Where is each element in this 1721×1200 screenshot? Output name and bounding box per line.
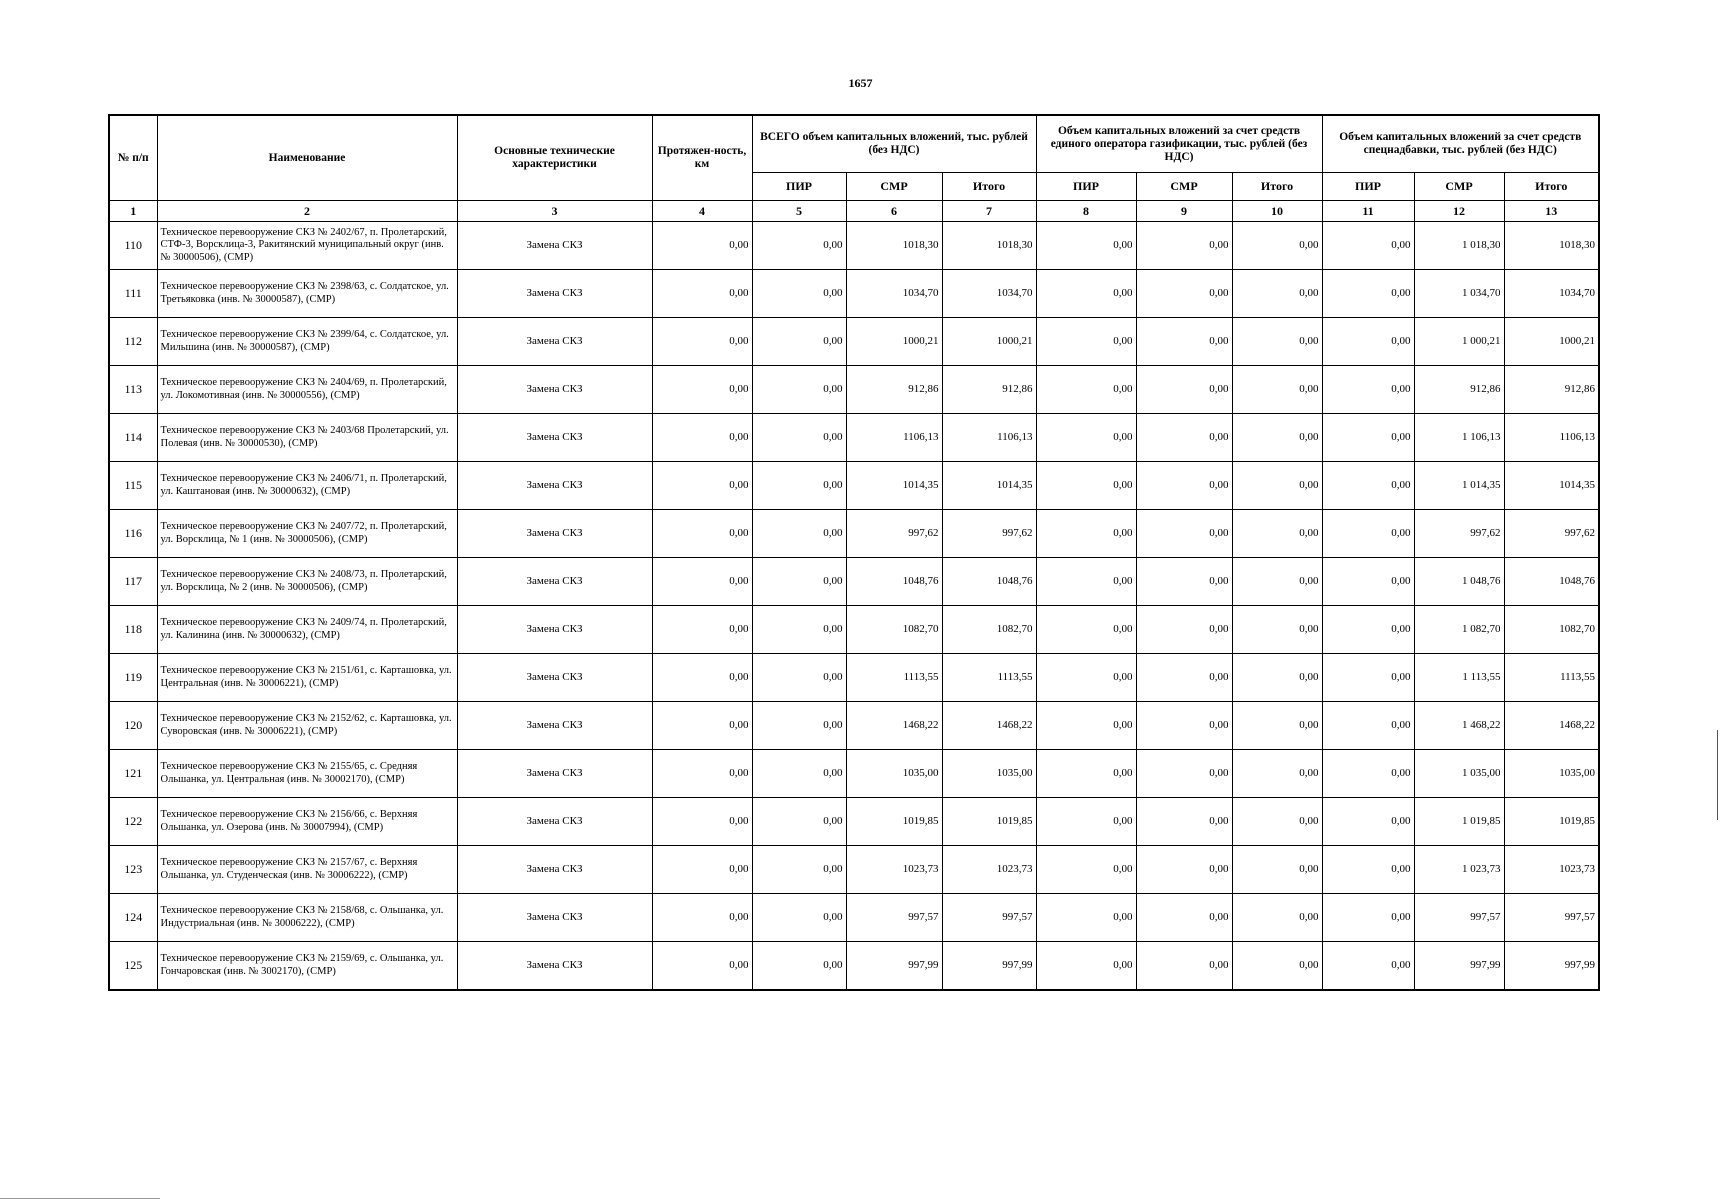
row-name: Техническое перевооружение СКЗ № 2151/61, с. Карташовка, ул. Центральная (инв. № 30006221), (СМР): [157, 654, 457, 702]
column-number: 12: [1414, 201, 1504, 222]
row-special-pir: 0,00: [1322, 798, 1414, 846]
table-row: [109, 270, 1599, 318]
table-row: [109, 414, 1599, 462]
row-operator-smr: 0,00: [1136, 942, 1232, 991]
row-total-smr: 1018,30: [846, 222, 942, 270]
table-row: [109, 366, 1599, 414]
header-smr: СМР: [1414, 173, 1504, 201]
row-special-smr: 1 018,30: [1414, 222, 1504, 270]
row-total-smr: 1048,76: [846, 558, 942, 606]
row-operator-smr: 0,00: [1136, 558, 1232, 606]
row-total-itogo: 997,62: [942, 510, 1036, 558]
row-tech: Замена СКЗ: [457, 606, 652, 654]
row-total-itogo: 1106,13: [942, 414, 1036, 462]
column-number: 2: [157, 201, 457, 222]
row-operator-pir: 0,00: [1036, 798, 1136, 846]
row-total-smr: 1035,00: [846, 750, 942, 798]
row-number: 117: [109, 558, 157, 606]
row-special-smr: 1 035,00: [1414, 750, 1504, 798]
row-special-pir: 0,00: [1322, 942, 1414, 991]
row-total-pir: 0,00: [752, 414, 846, 462]
header-itogo: Итого: [1232, 173, 1322, 201]
row-operator-smr: 0,00: [1136, 462, 1232, 510]
row-special-smr: 1 023,73: [1414, 846, 1504, 894]
header-group-total: ВСЕГО объем капитальных вложений, тыс. рублей (без НДС): [752, 115, 1036, 173]
row-operator-smr: 0,00: [1136, 702, 1232, 750]
row-operator-smr: 0,00: [1136, 894, 1232, 942]
row-special-pir: 0,00: [1322, 558, 1414, 606]
row-length: 0,00: [652, 702, 752, 750]
row-name: Техническое перевооружение СКЗ № 2155/65, с. Средняя Ольшанка, ул. Центральная (инв. № 30002170), (СМР): [157, 750, 457, 798]
row-operator-itogo: 0,00: [1232, 846, 1322, 894]
row-total-smr: 1023,73: [846, 846, 942, 894]
row-operator-itogo: 0,00: [1232, 414, 1322, 462]
header-pir: ПИР: [1036, 173, 1136, 201]
row-operator-itogo: 0,00: [1232, 510, 1322, 558]
row-operator-itogo: 0,00: [1232, 462, 1322, 510]
column-number: 1: [109, 201, 157, 222]
row-operator-pir: 0,00: [1036, 654, 1136, 702]
row-number: 111: [109, 270, 157, 318]
row-length: 0,00: [652, 750, 752, 798]
column-number: 11: [1322, 201, 1414, 222]
row-special-pir: 0,00: [1322, 318, 1414, 366]
row-operator-itogo: 0,00: [1232, 606, 1322, 654]
row-name: Техническое перевооружение СКЗ № 2158/68, с. Ольшанка, ул. Индустриальная (инв. № 30006222), (СМР): [157, 894, 457, 942]
row-special-itogo: 1113,55: [1504, 654, 1599, 702]
row-name: Техническое перевооружение СКЗ № 2399/64, с. Солдатское, ул. Мильшина (инв. № 30000587), (СМР): [157, 318, 457, 366]
row-number: 120: [109, 702, 157, 750]
row-total-pir: 0,00: [752, 462, 846, 510]
row-special-smr: 912,86: [1414, 366, 1504, 414]
table-row: [109, 462, 1599, 510]
row-total-itogo: 912,86: [942, 366, 1036, 414]
row-name: Техническое перевооружение СКЗ № 2406/71, п. Пролетарский, ул. Каштановая (инв. № 30000632), (СМР): [157, 462, 457, 510]
row-total-pir: 0,00: [752, 894, 846, 942]
row-total-pir: 0,00: [752, 750, 846, 798]
header-name: Наименование: [157, 115, 457, 201]
header-length: Протяжен-ность, км: [652, 115, 752, 201]
row-total-smr: 1082,70: [846, 606, 942, 654]
header-group-operator: Объем капитальных вложений за счет средств единого оператора газификации, тыс. рублей (без НДС): [1036, 115, 1322, 173]
row-operator-itogo: 0,00: [1232, 366, 1322, 414]
row-special-itogo: 1034,70: [1504, 270, 1599, 318]
row-special-pir: 0,00: [1322, 702, 1414, 750]
row-total-itogo: 1014,35: [942, 462, 1036, 510]
row-operator-smr: 0,00: [1136, 606, 1232, 654]
row-length: 0,00: [652, 558, 752, 606]
row-length: 0,00: [652, 894, 752, 942]
table-row: [109, 798, 1599, 846]
row-special-smr: 1 048,76: [1414, 558, 1504, 606]
row-operator-pir: 0,00: [1036, 414, 1136, 462]
row-special-pir: 0,00: [1322, 270, 1414, 318]
row-tech: Замена СКЗ: [457, 894, 652, 942]
table-row: [109, 702, 1599, 750]
row-number: 110: [109, 222, 157, 270]
row-operator-pir: 0,00: [1036, 462, 1136, 510]
scan-edge-mark: [1717, 730, 1718, 820]
row-name: Техническое перевооружение СКЗ № 2407/72, п. Пролетарский, ул. Ворсклица, № 1 (инв. № 30000506), (СМР): [157, 510, 457, 558]
row-tech: Замена СКЗ: [457, 318, 652, 366]
row-special-pir: 0,00: [1322, 606, 1414, 654]
row-special-itogo: 1048,76: [1504, 558, 1599, 606]
column-number-row: [109, 201, 1599, 222]
table-row: [109, 606, 1599, 654]
row-total-smr: 997,99: [846, 942, 942, 991]
scan-artifact-line: [0, 1198, 160, 1199]
row-operator-smr: 0,00: [1136, 222, 1232, 270]
row-special-pir: 0,00: [1322, 750, 1414, 798]
row-tech: Замена СКЗ: [457, 654, 652, 702]
table-row: [109, 942, 1599, 991]
row-total-pir: 0,00: [752, 366, 846, 414]
row-special-smr: 997,62: [1414, 510, 1504, 558]
column-number: 4: [652, 201, 752, 222]
row-number: 115: [109, 462, 157, 510]
row-length: 0,00: [652, 462, 752, 510]
header-pir: ПИР: [1322, 173, 1414, 201]
table-row: [109, 222, 1599, 270]
row-tech: Замена СКЗ: [457, 366, 652, 414]
row-operator-itogo: 0,00: [1232, 798, 1322, 846]
header-itogo: Итого: [942, 173, 1036, 201]
table-row: [109, 894, 1599, 942]
row-special-smr: 1 014,35: [1414, 462, 1504, 510]
row-operator-smr: 0,00: [1136, 846, 1232, 894]
row-total-pir: 0,00: [752, 654, 846, 702]
row-name: Техническое перевооружение СКЗ № 2398/63, с. Солдатское, ул. Третьяковка (инв. № 30000587), (СМР): [157, 270, 457, 318]
row-total-pir: 0,00: [752, 270, 846, 318]
row-operator-itogo: 0,00: [1232, 654, 1322, 702]
row-name: Техническое перевооружение СКЗ № 2152/62, с. Карташовка, ул. Суворовская (инв. № 30006221), (СМР): [157, 702, 457, 750]
row-tech: Замена СКЗ: [457, 942, 652, 991]
capital-investment-table: [108, 114, 1600, 991]
row-length: 0,00: [652, 270, 752, 318]
row-special-pir: 0,00: [1322, 846, 1414, 894]
row-length: 0,00: [652, 510, 752, 558]
row-operator-itogo: 0,00: [1232, 894, 1322, 942]
row-total-smr: 1468,22: [846, 702, 942, 750]
row-total-itogo: 997,57: [942, 894, 1036, 942]
row-total-smr: 1113,55: [846, 654, 942, 702]
row-name: Техническое перевооружение СКЗ № 2409/74, п. Пролетарский, ул. Калинина (инв. № 30000632), (СМР): [157, 606, 457, 654]
row-operator-smr: 0,00: [1136, 510, 1232, 558]
row-operator-pir: 0,00: [1036, 222, 1136, 270]
row-length: 0,00: [652, 654, 752, 702]
row-operator-smr: 0,00: [1136, 798, 1232, 846]
row-operator-pir: 0,00: [1036, 894, 1136, 942]
row-operator-itogo: 0,00: [1232, 270, 1322, 318]
row-total-smr: 1106,13: [846, 414, 942, 462]
row-name: Техническое перевооружение СКЗ № 2402/67, п. Пролетарский, СТФ-3, Ворсклица-3, Ракитянский муниципальный округ (инв. № 30000506), (СМР): [157, 222, 457, 270]
row-operator-pir: 0,00: [1036, 606, 1136, 654]
table-row: [109, 750, 1599, 798]
row-total-pir: 0,00: [752, 798, 846, 846]
column-number: 7: [942, 201, 1036, 222]
row-number: 119: [109, 654, 157, 702]
row-length: 0,00: [652, 366, 752, 414]
header-smr: СМР: [846, 173, 942, 201]
row-special-smr: 1 113,55: [1414, 654, 1504, 702]
row-operator-smr: 0,00: [1136, 750, 1232, 798]
row-tech: Замена СКЗ: [457, 414, 652, 462]
row-special-itogo: 1014,35: [1504, 462, 1599, 510]
table-row: [109, 510, 1599, 558]
row-total-itogo: 997,99: [942, 942, 1036, 991]
row-special-smr: 1 082,70: [1414, 606, 1504, 654]
row-total-smr: 997,62: [846, 510, 942, 558]
row-special-itogo: 1023,73: [1504, 846, 1599, 894]
row-total-smr: 912,86: [846, 366, 942, 414]
row-special-itogo: 1035,00: [1504, 750, 1599, 798]
row-special-itogo: 997,99: [1504, 942, 1599, 991]
row-operator-itogo: 0,00: [1232, 558, 1322, 606]
row-operator-smr: 0,00: [1136, 270, 1232, 318]
row-length: 0,00: [652, 846, 752, 894]
header-tech: Основные технические характеристики: [457, 115, 652, 201]
row-total-itogo: 1018,30: [942, 222, 1036, 270]
row-special-smr: 1 019,85: [1414, 798, 1504, 846]
row-number: 123: [109, 846, 157, 894]
column-number: 9: [1136, 201, 1232, 222]
row-length: 0,00: [652, 222, 752, 270]
row-operator-smr: 0,00: [1136, 414, 1232, 462]
table-row: [109, 654, 1599, 702]
row-special-itogo: 997,57: [1504, 894, 1599, 942]
row-total-pir: 0,00: [752, 510, 846, 558]
row-number: 124: [109, 894, 157, 942]
row-tech: Замена СКЗ: [457, 222, 652, 270]
row-operator-itogo: 0,00: [1232, 750, 1322, 798]
row-special-pir: 0,00: [1322, 654, 1414, 702]
row-total-pir: 0,00: [752, 318, 846, 366]
row-operator-pir: 0,00: [1036, 846, 1136, 894]
row-name: Техническое перевооружение СКЗ № 2408/73, п. Пролетарский, ул. Ворсклица, № 2 (инв. № 30000506), (СМР): [157, 558, 457, 606]
row-tech: Замена СКЗ: [457, 750, 652, 798]
header-num: № п/п: [109, 115, 157, 201]
row-special-pir: 0,00: [1322, 462, 1414, 510]
row-total-pir: 0,00: [752, 606, 846, 654]
row-length: 0,00: [652, 606, 752, 654]
column-number: 10: [1232, 201, 1322, 222]
row-operator-itogo: 0,00: [1232, 942, 1322, 991]
row-length: 0,00: [652, 942, 752, 991]
row-name: Техническое перевооружение СКЗ № 2159/69, с. Ольшанка, ул. Гончаровская (инв. № 3002170), (СМР): [157, 942, 457, 991]
row-total-pir: 0,00: [752, 222, 846, 270]
row-total-smr: 1000,21: [846, 318, 942, 366]
row-operator-itogo: 0,00: [1232, 318, 1322, 366]
row-special-itogo: 1106,13: [1504, 414, 1599, 462]
column-number: 13: [1504, 201, 1599, 222]
row-number: 116: [109, 510, 157, 558]
row-name: Техническое перевооружение СКЗ № 2156/66, с. Верхняя Ольшанка, ул. Озерова (инв. № 30007994), (СМР): [157, 798, 457, 846]
row-operator-smr: 0,00: [1136, 366, 1232, 414]
row-total-smr: 1014,35: [846, 462, 942, 510]
row-total-itogo: 1035,00: [942, 750, 1036, 798]
row-name: Техническое перевооружение СКЗ № 2157/67, с. Верхняя Ольшанка, ул. Студенческая (инв. № 30006222), (СМР): [157, 846, 457, 894]
row-total-itogo: 1023,73: [942, 846, 1036, 894]
row-total-smr: 1034,70: [846, 270, 942, 318]
row-total-pir: 0,00: [752, 558, 846, 606]
column-number: 3: [457, 201, 652, 222]
row-total-itogo: 1468,22: [942, 702, 1036, 750]
row-total-pir: 0,00: [752, 846, 846, 894]
row-number: 118: [109, 606, 157, 654]
column-number: 5: [752, 201, 846, 222]
row-length: 0,00: [652, 414, 752, 462]
row-total-itogo: 1019,85: [942, 798, 1036, 846]
row-total-pir: 0,00: [752, 942, 846, 991]
row-total-smr: 997,57: [846, 894, 942, 942]
row-number: 121: [109, 750, 157, 798]
row-tech: Замена СКЗ: [457, 798, 652, 846]
row-special-smr: 997,99: [1414, 942, 1504, 991]
row-number: 112: [109, 318, 157, 366]
row-tech: Замена СКЗ: [457, 558, 652, 606]
header-group-special: Объем капитальных вложений за счет средств спецнадбавки, тыс. рублей (без НДС): [1322, 115, 1599, 173]
row-special-smr: 997,57: [1414, 894, 1504, 942]
row-special-smr: 1 034,70: [1414, 270, 1504, 318]
row-operator-pir: 0,00: [1036, 366, 1136, 414]
row-operator-smr: 0,00: [1136, 654, 1232, 702]
row-special-itogo: 1019,85: [1504, 798, 1599, 846]
row-operator-pir: 0,00: [1036, 702, 1136, 750]
row-operator-pir: 0,00: [1036, 750, 1136, 798]
header-pir: ПИР: [752, 173, 846, 201]
row-total-itogo: 1034,70: [942, 270, 1036, 318]
row-special-pir: 0,00: [1322, 222, 1414, 270]
row-length: 0,00: [652, 318, 752, 366]
row-tech: Замена СКЗ: [457, 270, 652, 318]
table-row: [109, 846, 1599, 894]
row-special-itogo: 1000,21: [1504, 318, 1599, 366]
row-special-pir: 0,00: [1322, 894, 1414, 942]
row-special-itogo: 1468,22: [1504, 702, 1599, 750]
row-name: Техническое перевооружение СКЗ № 2403/68 Пролетарский, ул. Полевая (инв. № 30000530), (СМР): [157, 414, 457, 462]
column-number: 8: [1036, 201, 1136, 222]
column-number: 6: [846, 201, 942, 222]
row-special-pir: 0,00: [1322, 510, 1414, 558]
row-special-itogo: 1082,70: [1504, 606, 1599, 654]
row-tech: Замена СКЗ: [457, 702, 652, 750]
row-special-smr: 1 000,21: [1414, 318, 1504, 366]
row-number: 114: [109, 414, 157, 462]
row-special-pir: 0,00: [1322, 414, 1414, 462]
row-number: 113: [109, 366, 157, 414]
table-row: [109, 558, 1599, 606]
row-operator-pir: 0,00: [1036, 318, 1136, 366]
table-row: [109, 318, 1599, 366]
row-number: 122: [109, 798, 157, 846]
row-tech: Замена СКЗ: [457, 510, 652, 558]
row-name: Техническое перевооружение СКЗ № 2404/69, п. Пролетарский, ул. Локомотивная (инв. № 30000556), (СМР): [157, 366, 457, 414]
row-operator-pir: 0,00: [1036, 510, 1136, 558]
row-operator-pir: 0,00: [1036, 558, 1136, 606]
row-total-itogo: 1082,70: [942, 606, 1036, 654]
row-operator-pir: 0,00: [1036, 270, 1136, 318]
row-tech: Замена СКЗ: [457, 462, 652, 510]
row-length: 0,00: [652, 798, 752, 846]
row-operator-itogo: 0,00: [1232, 702, 1322, 750]
row-total-pir: 0,00: [752, 702, 846, 750]
row-operator-pir: 0,00: [1036, 942, 1136, 991]
row-total-itogo: 1113,55: [942, 654, 1036, 702]
row-special-smr: 1 106,13: [1414, 414, 1504, 462]
header-itogo: Итого: [1504, 173, 1599, 201]
table-body: [109, 222, 1599, 991]
header-smr: СМР: [1136, 173, 1232, 201]
row-operator-smr: 0,00: [1136, 318, 1232, 366]
page-number: 1657: [848, 76, 873, 90]
row-tech: Замена СКЗ: [457, 846, 652, 894]
row-special-itogo: 912,86: [1504, 366, 1599, 414]
row-special-itogo: 997,62: [1504, 510, 1599, 558]
row-total-itogo: 1048,76: [942, 558, 1036, 606]
row-special-pir: 0,00: [1322, 366, 1414, 414]
row-number: 125: [109, 942, 157, 991]
row-special-itogo: 1018,30: [1504, 222, 1599, 270]
row-total-smr: 1019,85: [846, 798, 942, 846]
row-operator-itogo: 0,00: [1232, 222, 1322, 270]
row-total-itogo: 1000,21: [942, 318, 1036, 366]
row-special-smr: 1 468,22: [1414, 702, 1504, 750]
